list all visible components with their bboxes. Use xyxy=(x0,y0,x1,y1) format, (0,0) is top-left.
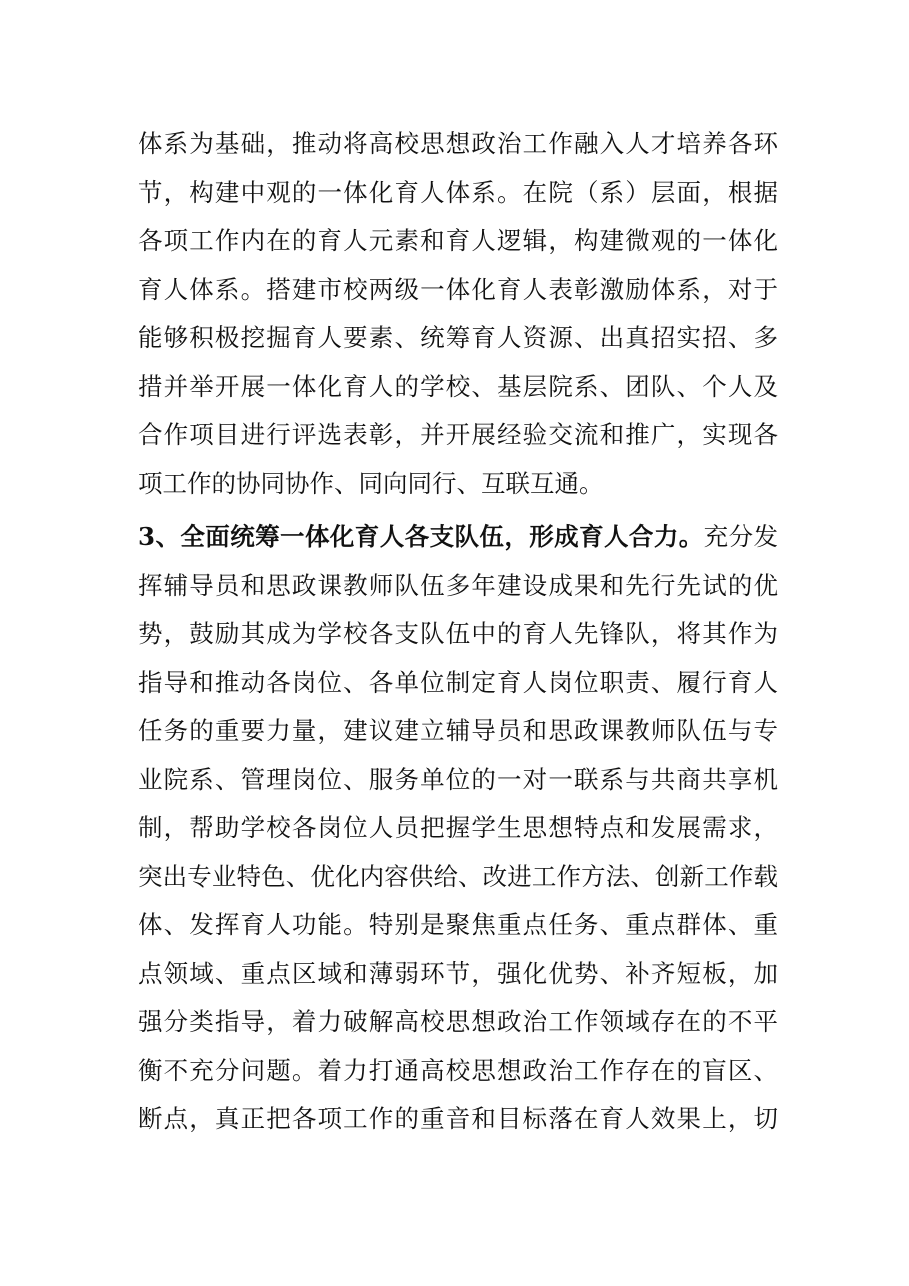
paragraph-1-line: 节，构建中观的一体化育人体系。在院（系）层面，根据 xyxy=(138,177,778,207)
paragraph-1-line: 各项工作内在的育人元素和育人逻辑，构建微观的一体化 xyxy=(138,226,778,255)
paragraph-1-line: 体系为基础，推动将高校思想政治工作融入人才培养各环 xyxy=(138,129,778,158)
paragraph-2 xyxy=(138,513,778,1144)
paragraph-2-line: 势，鼓励其成为学校各支队伍中的育人先锋队，将其作为 xyxy=(138,619,778,648)
paragraph-2-line: 体、发挥育人功能。特别是聚焦重点任务、重点群体、重 xyxy=(138,910,778,939)
paragraph-2-line: 突出专业特色、优化内容供给、改进工作方法、创新工作载 xyxy=(138,861,778,891)
paragraph-1-line: 措并举开展一体化育人的学校、基层院系、团队、个人及 xyxy=(138,371,778,401)
paragraph-2-line: 断点，真正把各项工作的重音和目标落在育人效果上，切 xyxy=(138,1104,778,1133)
paragraph-2-line: 制，帮助学校各岗位人员把握学生思想特点和发展需求， xyxy=(138,813,778,842)
paragraph-1 xyxy=(138,120,778,508)
paragraph-2-line: 衡不充分问题。着力打通高校思想政治工作存在的盲区、 xyxy=(138,1055,778,1085)
paragraph-2-first-line xyxy=(138,513,778,562)
paragraph-2-line: 挥辅导员和思政课教师队伍多年建设成果和先行先试的优 xyxy=(138,570,778,600)
paragraph-1-line: 育人体系。搭建市校两级一体化育人表彰激励体系，对于 xyxy=(138,274,778,304)
paragraph-2-line: 强分类指导，着力破解高校思想政治工作领域存在的不平 xyxy=(138,1007,778,1036)
paragraph-2-line: 点领域、重点区域和薄弱环节，强化优势、补齐短板，加 xyxy=(138,958,778,988)
paragraph-2-first-line-rest: 充分发 xyxy=(703,522,779,551)
section-heading: 3、全面统筹一体化育人各支队伍，形成育人合力。 xyxy=(138,522,704,551)
paragraph-2-line: 指导和推动各岗位、各单位制定育人岗位职责、履行育人 xyxy=(138,667,778,697)
paragraph-1-line: 合作项目进行评选表彰，并开展经验交流和推广，实现各 xyxy=(138,420,778,449)
paragraph-2-line: 任务的重要力量，建议建立辅导员和思政课教师队伍与专 xyxy=(138,716,778,745)
paragraph-1-line: 项工作的协同协作、同向同行、互联互通。 xyxy=(138,468,604,498)
paragraph-1-line: 能够积极挖掘育人要素、统筹育人资源、出真招实招、多 xyxy=(138,323,778,352)
paragraph-2-line: 业院系、管理岗位、服务单位的一对一联系与共商共享机 xyxy=(138,764,778,794)
